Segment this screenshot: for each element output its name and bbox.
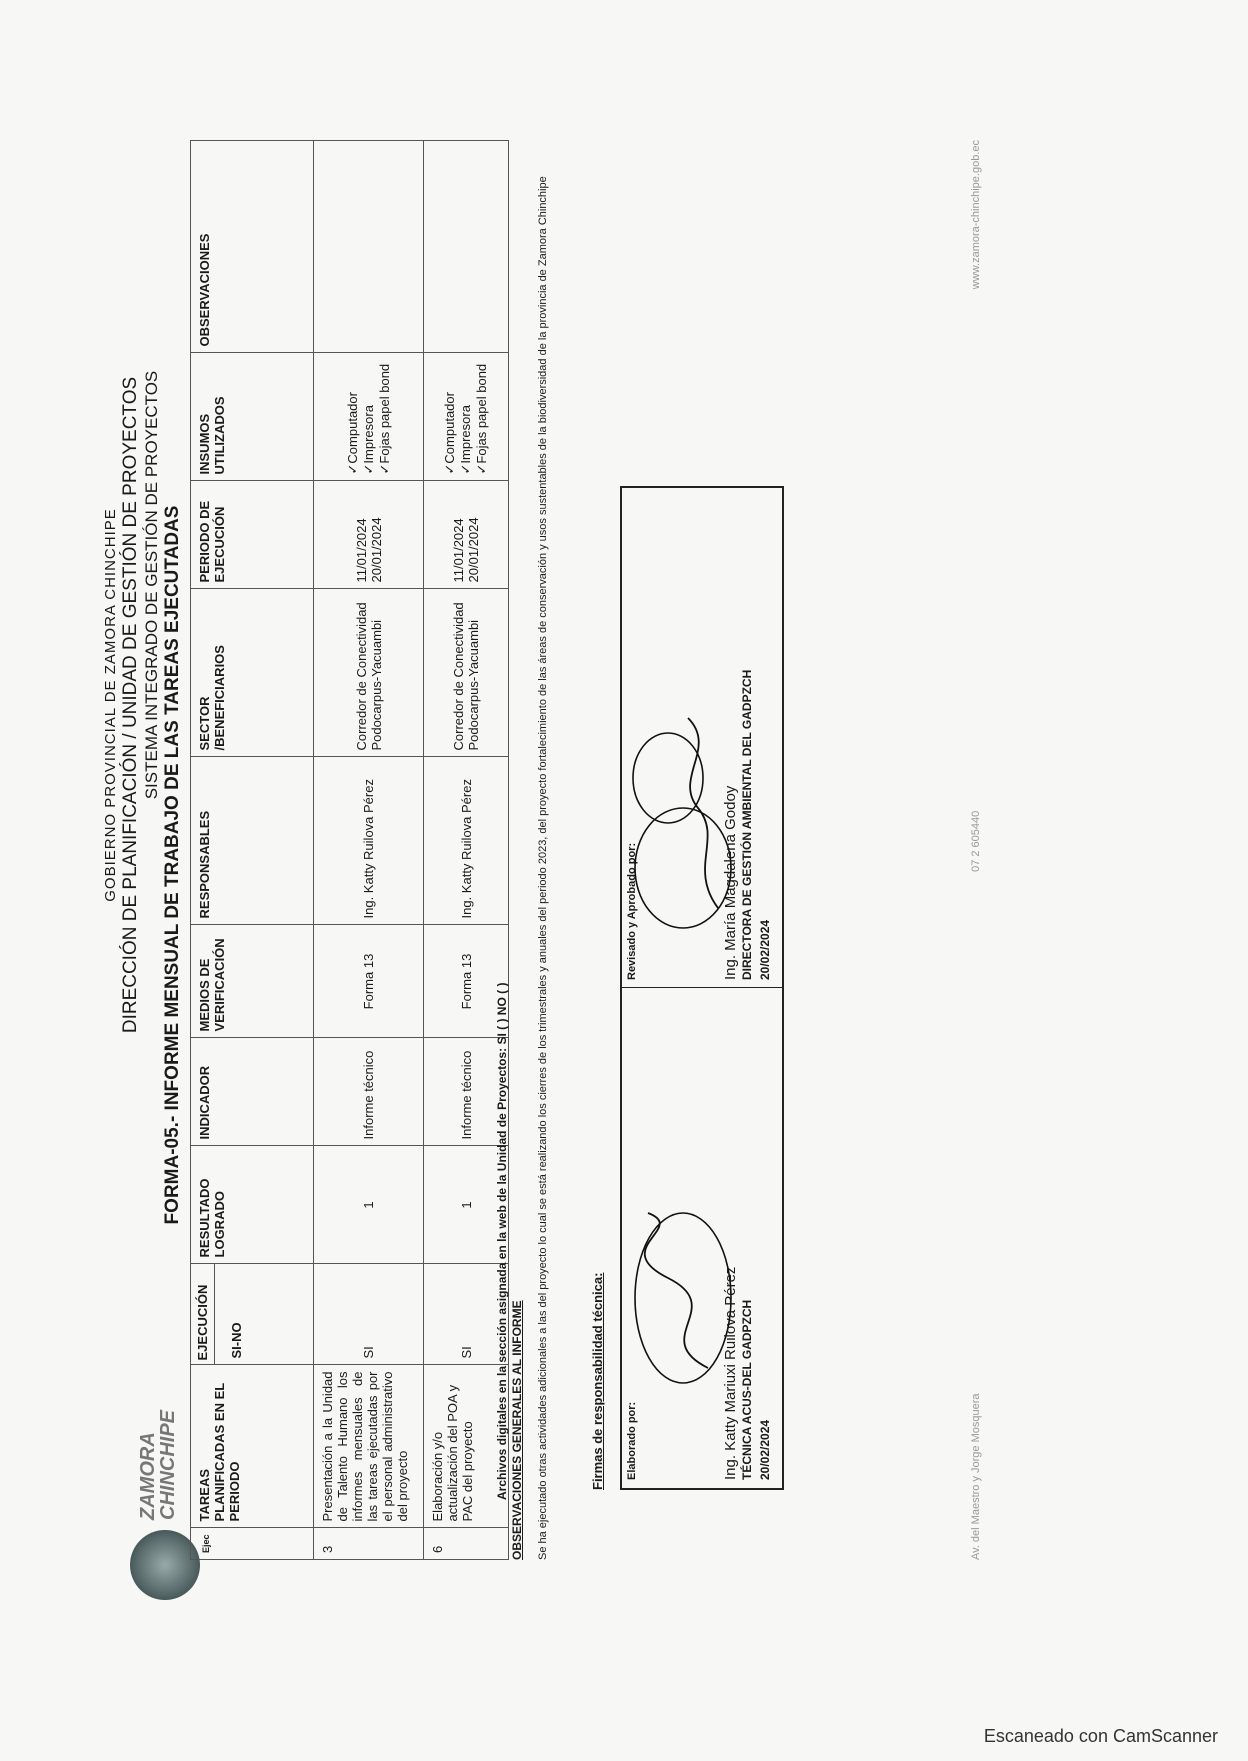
table-row: 6 Elaboración y/o actualización del POA y PAC del proyecto SI 1 Informe técnico Forma 13 Ing. Katty Ruilova Pérez Corredor de Conectividad Podocarpus-Yacuambi 11/01/2024 20/01/2024 ✓ Computador ✓ Impresora ✓ Fojas papel bond [424, 141, 509, 1560]
col-observaciones: OBSERVACIONES [191, 141, 314, 353]
col-medios: MEDIOS DE VERIFICACIÓN [191, 925, 314, 1038]
col-tareas: TAREAS PLANIFICADAS EN EL PERIODO [191, 1365, 314, 1528]
col-resultado: RESULTADO LOGRADO [191, 1146, 314, 1264]
table-header-row [191, 141, 314, 1560]
page-footer: Av. del Maestro y Jorge Mosquera 07 2 605440 www.zamora-chinchipe.gob.ec [970, 140, 982, 1560]
elaborado-cell: Elaborado por: Ing. Katty Mariuxi Ruilova Pérez TÉCNICA ACUS-DEL GADPZCH 20/02/2024 [622, 987, 782, 1488]
table-row: 3 Presentación a la Unidad de Talento Humano los informes mensuales de las tareas ejecutadas por el personal administrativo del proyecto SI 1 Informe técnico Forma 13 Ing. Katty Ruilova Pérez Corredor de Conectividad Podocarpus-Yacuambi 11/01/2024 20/01/2024 ✓ Computador ✓ Impresora ✓ Fojas papel bond [314, 141, 424, 1560]
tasks-table [190, 140, 509, 1560]
col-insumos: INSUMOS UTILIZADOS [191, 353, 314, 481]
col-indicador: INDICADOR [191, 1038, 314, 1146]
col-periodo: PERIODO DE EJECUCIÓN [191, 481, 314, 589]
rotated-document [102, 110, 1110, 1620]
system-name: SISTEMA INTEGRADO DE GESTIÓN DE PROYECTOS [142, 370, 161, 800]
col-sector: SECTOR /BENEFICIARIOS [191, 589, 314, 757]
dept-name: DIRECCIÓN DE PLANIFICACIÓN / UNIDAD DE GESTIÓN DE PROYECTOS [120, 376, 141, 1034]
signature-box [620, 486, 784, 1490]
logo-text: ZAMORA CHINCHIPE [137, 1409, 179, 1520]
form-title: FORMA-05.- INFORME MENSUAL DE TRABAJO DE LAS TAREAS EJECUTADAS [162, 505, 183, 1225]
camscanner-watermark: Escaneado con CamScanner [983, 1726, 1218, 1746]
org-name: GOBIERNO PROVINCIAL DE ZAMORA CHINCHIPE [102, 508, 119, 902]
observaciones-text: Se ha ejecutado otras actividades adicionales a las del proyecto lo cual se está realizando los cierres de los trimestrales y anuales del periodo 2023, del proyecto fortalecimiento de las áreas de conservación y usos sustentables de la biodiversidad de la provincia de Zamora Chinchipe [537, 176, 549, 1560]
observaciones-title: OBSERVACIONES GENERALES AL INFORME [510, 1300, 524, 1560]
firmas-title: Firmas de responsabilidad técnica: [590, 1272, 605, 1490]
col-responsables: RESPONSABLES [191, 757, 314, 925]
col-num: Ejec [191, 1528, 314, 1560]
archivos-digitales: Archivos digitales en la sección asignada en la web de la Unidad de Proyectos: SI ( ) NO ( ) [495, 982, 509, 1500]
col-ejecucion: EJECUCIÓN SI-NO [191, 1264, 314, 1365]
revisado-cell: Revisado y Aprobado por: Ing. María Magdalena Godoy DIRECTORA DE GESTIÓN AMBIENTAL DEL GADPZCH 20/02/2024 [626, 669, 772, 980]
